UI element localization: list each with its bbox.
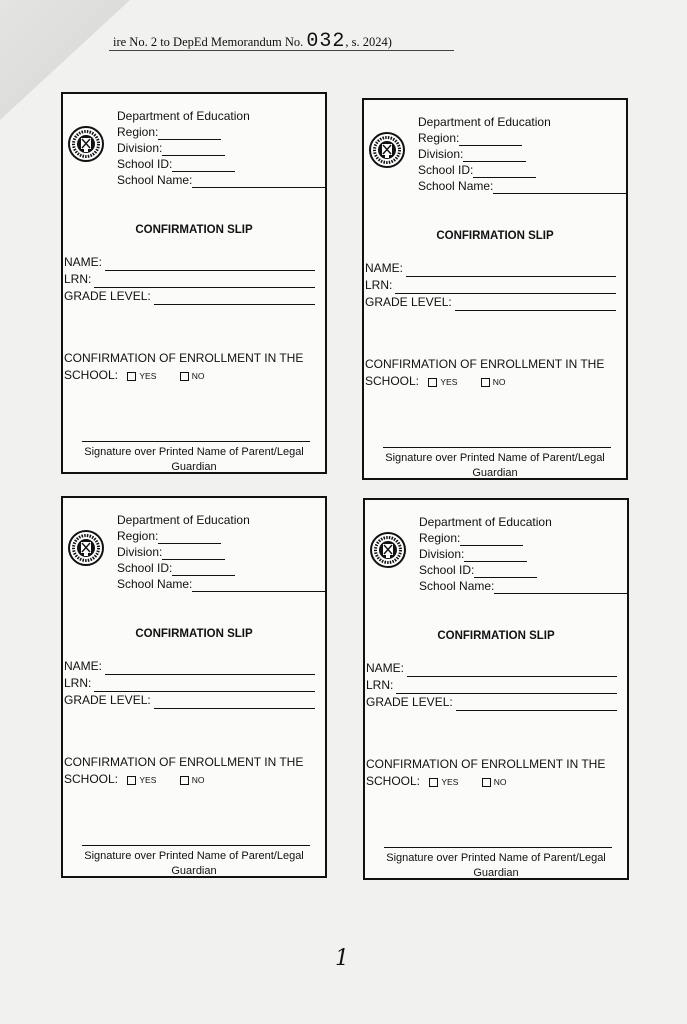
region-label: Region: bbox=[117, 125, 159, 139]
school-id-label: School ID: bbox=[418, 163, 474, 177]
lrn-label: LRN: bbox=[365, 278, 393, 292]
slip-title: CONFIRMATION SLIP bbox=[437, 630, 555, 642]
yes-option[interactable] bbox=[127, 371, 156, 381]
lrn-field[interactable] bbox=[94, 679, 315, 692]
yes-label: YES bbox=[441, 777, 459, 787]
school-info bbox=[419, 514, 627, 594]
confirmation-slip-3 bbox=[61, 496, 327, 878]
school-id-field[interactable] bbox=[172, 564, 235, 576]
signature-caption bbox=[364, 451, 626, 481]
school-label: SCHOOL: bbox=[365, 374, 420, 388]
enrollment-confirmation bbox=[64, 350, 303, 385]
signature-caption-line2: Guardian bbox=[171, 461, 217, 473]
signature-caption-line2: Guardian bbox=[473, 867, 519, 879]
signature-line[interactable] bbox=[383, 447, 611, 448]
school-info bbox=[117, 108, 325, 188]
grade-level-label: GRADE LEVEL: bbox=[366, 695, 453, 709]
region-field[interactable] bbox=[459, 134, 522, 146]
school-label: SCHOOL: bbox=[64, 772, 119, 786]
confirmation-question: CONFIRMATION OF ENROLLMENT IN THE bbox=[365, 357, 605, 371]
grade-level-field[interactable] bbox=[154, 292, 315, 305]
division-field[interactable] bbox=[463, 150, 526, 162]
confirmation-slip-2 bbox=[362, 98, 628, 480]
yes-label: YES bbox=[440, 377, 458, 387]
name-label: NAME: bbox=[64, 659, 103, 673]
signature-caption-line1: Signature over Printed Name of Parent/Legal bbox=[385, 452, 605, 464]
signature-line[interactable] bbox=[384, 847, 612, 848]
signature-line[interactable] bbox=[82, 845, 310, 846]
lrn-label: LRN: bbox=[64, 676, 92, 690]
student-fields bbox=[365, 260, 616, 311]
signature-caption bbox=[365, 851, 627, 881]
yes-label: YES bbox=[139, 775, 157, 785]
no-checkbox[interactable] bbox=[481, 378, 490, 387]
deped-seal-icon bbox=[370, 532, 406, 568]
confirmation-question: CONFIRMATION OF ENROLLMENT IN THE bbox=[64, 755, 304, 769]
grade-level-field[interactable] bbox=[154, 696, 315, 709]
school-name-label: School Name: bbox=[419, 579, 495, 593]
enrollment-confirmation bbox=[366, 756, 605, 791]
slip-title: CONFIRMATION SLIP bbox=[135, 628, 253, 640]
department-label: Department of Education bbox=[418, 115, 551, 129]
division-label: Division: bbox=[117, 545, 163, 559]
school-id-field[interactable] bbox=[474, 566, 537, 578]
school-info bbox=[418, 114, 626, 194]
department-label: Department of Education bbox=[117, 513, 250, 527]
enrollment-confirmation bbox=[365, 356, 604, 391]
enrollment-confirmation bbox=[64, 754, 303, 789]
confirmation-question: CONFIRMATION OF ENROLLMENT IN THE bbox=[64, 351, 304, 365]
deped-seal-icon bbox=[68, 530, 104, 566]
yes-checkbox[interactable] bbox=[127, 776, 136, 785]
school-info bbox=[117, 512, 325, 592]
division-field[interactable] bbox=[464, 550, 527, 562]
grade-level-field[interactable] bbox=[456, 698, 617, 711]
student-fields bbox=[64, 658, 315, 709]
region-field[interactable] bbox=[460, 534, 523, 546]
no-option[interactable] bbox=[180, 371, 205, 381]
no-label: NO bbox=[191, 371, 205, 381]
school-name-field[interactable] bbox=[493, 182, 626, 194]
no-option[interactable] bbox=[180, 775, 205, 785]
department-label: Department of Education bbox=[419, 515, 552, 529]
yes-checkbox[interactable] bbox=[127, 372, 136, 381]
name-field[interactable] bbox=[406, 264, 616, 277]
region-label: Region: bbox=[419, 531, 461, 545]
yes-label: YES bbox=[139, 371, 157, 381]
lrn-field[interactable] bbox=[396, 681, 617, 694]
no-checkbox[interactable] bbox=[180, 776, 189, 785]
yes-checkbox[interactable] bbox=[428, 378, 437, 387]
lrn-label: LRN: bbox=[64, 272, 92, 286]
signature-caption bbox=[63, 849, 325, 879]
region-label: Region: bbox=[418, 131, 460, 145]
deped-seal-icon bbox=[68, 126, 104, 162]
department-label: Department of Education bbox=[117, 109, 250, 123]
division-label: Division: bbox=[419, 547, 465, 561]
deped-seal-icon bbox=[369, 132, 405, 168]
yes-checkbox[interactable] bbox=[429, 778, 438, 787]
grade-level-label: GRADE LEVEL: bbox=[365, 295, 452, 309]
yes-option[interactable] bbox=[429, 777, 458, 787]
memo-header-suffix: , s. 2024) bbox=[345, 35, 392, 49]
school-label: SCHOOL: bbox=[64, 368, 119, 382]
division-label: Division: bbox=[117, 141, 163, 155]
no-checkbox[interactable] bbox=[180, 372, 189, 381]
division-field[interactable] bbox=[162, 548, 225, 560]
name-field[interactable] bbox=[105, 258, 315, 271]
region-label: Region: bbox=[117, 529, 159, 543]
lrn-field[interactable] bbox=[395, 281, 616, 294]
memo-header-prefix: ire No. 2 to DepEd Memorandum No. bbox=[113, 35, 304, 49]
slip-title: CONFIRMATION SLIP bbox=[135, 224, 253, 236]
header-underline bbox=[109, 50, 454, 51]
yes-option[interactable] bbox=[428, 377, 457, 387]
grade-level-label: GRADE LEVEL: bbox=[64, 693, 151, 707]
memo-number: 032 bbox=[306, 30, 346, 53]
school-name-field[interactable] bbox=[192, 580, 325, 592]
student-fields bbox=[64, 254, 315, 305]
no-option[interactable] bbox=[482, 777, 507, 787]
signature-caption bbox=[63, 445, 325, 475]
lrn-label: LRN: bbox=[366, 678, 394, 692]
memo-header bbox=[113, 30, 473, 53]
slip-title: CONFIRMATION SLIP bbox=[436, 230, 554, 242]
school-id-label: School ID: bbox=[117, 157, 173, 171]
division-field[interactable] bbox=[162, 144, 225, 156]
school-name-field[interactable] bbox=[192, 176, 325, 188]
name-label: NAME: bbox=[365, 261, 404, 275]
school-name-label: School Name: bbox=[117, 577, 193, 591]
page-number: 1 bbox=[335, 946, 349, 971]
school-id-label: School ID: bbox=[117, 561, 173, 575]
confirmation-slip-1 bbox=[61, 92, 327, 474]
signature-caption-line1: Signature over Printed Name of Parent/Legal bbox=[84, 850, 304, 862]
signature-line[interactable] bbox=[82, 441, 310, 442]
student-fields bbox=[366, 660, 617, 711]
no-label: NO bbox=[493, 777, 507, 787]
school-id-label: School ID: bbox=[419, 563, 475, 577]
grade-level-label: GRADE LEVEL: bbox=[64, 289, 151, 303]
confirmation-question: CONFIRMATION OF ENROLLMENT IN THE bbox=[366, 757, 606, 771]
no-option[interactable] bbox=[481, 377, 506, 387]
grade-level-field[interactable] bbox=[455, 298, 616, 311]
region-field[interactable] bbox=[158, 532, 221, 544]
name-field[interactable] bbox=[407, 664, 617, 677]
signature-caption-line1: Signature over Printed Name of Parent/Legal bbox=[386, 852, 606, 864]
division-label: Division: bbox=[418, 147, 464, 161]
no-label: NO bbox=[191, 775, 205, 785]
school-name-label: School Name: bbox=[117, 173, 193, 187]
yes-option[interactable] bbox=[127, 775, 156, 785]
school-id-field[interactable] bbox=[172, 160, 235, 172]
school-id-field[interactable] bbox=[473, 166, 536, 178]
confirmation-slip-4 bbox=[363, 498, 629, 880]
name-label: NAME: bbox=[64, 255, 103, 269]
signature-caption-line1: Signature over Printed Name of Parent/Legal bbox=[84, 446, 304, 458]
lrn-field[interactable] bbox=[94, 275, 315, 288]
signature-caption-line2: Guardian bbox=[472, 467, 518, 479]
no-checkbox[interactable] bbox=[482, 778, 491, 787]
name-field[interactable] bbox=[105, 662, 315, 675]
no-label: NO bbox=[492, 377, 506, 387]
school-label: SCHOOL: bbox=[366, 774, 421, 788]
signature-caption-line2: Guardian bbox=[171, 865, 217, 877]
school-name-label: School Name: bbox=[418, 179, 494, 193]
region-field[interactable] bbox=[158, 128, 221, 140]
name-label: NAME: bbox=[366, 661, 405, 675]
school-name-field[interactable] bbox=[494, 582, 627, 594]
